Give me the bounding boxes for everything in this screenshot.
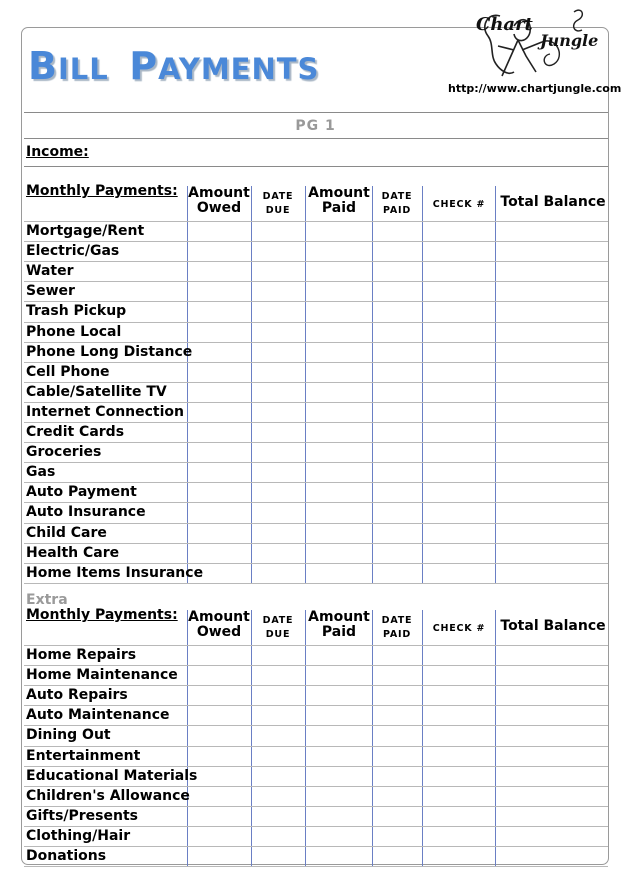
date-paid-header: DATE PAID <box>381 191 413 216</box>
income-label: Income: <box>26 144 89 160</box>
column-divider <box>305 610 306 866</box>
amount-paid-header: Amount Paid <box>308 185 370 216</box>
extra-label: Extra <box>26 592 68 608</box>
row-divider <box>24 402 608 403</box>
row-divider <box>24 806 608 807</box>
row-label: Dining Out <box>26 727 111 744</box>
row-divider <box>24 241 608 242</box>
row-label: Home Items Insurance <box>26 564 204 581</box>
row-label: Internet Connection <box>26 403 184 420</box>
row-label: Donations <box>26 848 107 864</box>
header-divider <box>24 645 608 646</box>
row-label: Gifts/Presents <box>26 807 138 824</box>
row-label: Home Repairs <box>26 647 137 663</box>
check-number-header-2: CHECK # <box>432 623 486 634</box>
row-label: Phone Local <box>26 323 122 340</box>
row-divider <box>24 583 608 584</box>
row-label: Sewer <box>26 283 75 300</box>
row-divider <box>24 766 608 767</box>
row-label: Clothing/Hair <box>26 827 131 844</box>
row-divider <box>24 362 608 363</box>
column-divider <box>495 610 496 866</box>
row-divider <box>24 543 608 544</box>
date-paid-header-2: DATE PAID <box>381 615 413 640</box>
column-divider <box>422 610 423 866</box>
row-divider <box>24 846 608 847</box>
row-divider <box>24 746 608 747</box>
row-divider <box>24 685 608 686</box>
row-divider <box>24 665 608 666</box>
row-label: Health Care <box>26 544 120 561</box>
row-divider <box>24 826 608 827</box>
row-label: Trash Pickup <box>26 303 127 320</box>
row-label: Credit Cards <box>26 424 125 440</box>
divider <box>24 112 608 113</box>
row-divider <box>24 482 608 483</box>
row-label: Mortgage/Rent <box>26 223 145 239</box>
row-label: Groceries <box>26 444 102 461</box>
row-label: Auto Payment <box>26 484 137 501</box>
check-number-header: CHECK # <box>432 199 486 210</box>
row-divider <box>24 301 608 302</box>
row-divider <box>24 725 608 726</box>
svg-text:Chart: Chart <box>476 14 533 35</box>
row-label: Auto Insurance <box>26 504 146 521</box>
row-divider <box>24 705 608 706</box>
row-divider <box>24 866 608 867</box>
column-divider <box>251 610 252 866</box>
website-url: http://www.chartjungle.com <box>448 82 622 95</box>
row-label: Cable/Satellite TV <box>26 383 167 400</box>
row-divider <box>24 523 608 524</box>
column-divider <box>372 610 373 866</box>
row-divider <box>24 462 608 463</box>
amount-paid-header-2: Amount Paid <box>308 609 370 640</box>
row-label: Phone Long Distance <box>26 343 193 360</box>
row-divider <box>24 442 608 443</box>
row-divider <box>24 563 608 564</box>
total-balance-header: Total Balance <box>500 194 606 210</box>
row-label: Children's Allowance <box>26 787 190 804</box>
row-divider <box>24 786 608 787</box>
page-number: PG 1 <box>295 118 336 134</box>
row-divider <box>24 281 608 282</box>
date-due-header: DATE DUE <box>262 191 294 216</box>
amount-owed-header: Amount Owed <box>188 185 250 216</box>
monthly-payments-header-2: Monthly Payments: <box>26 607 178 623</box>
column-divider <box>187 610 188 866</box>
row-label: Gas <box>26 464 56 481</box>
date-due-header-2: DATE DUE <box>262 615 294 640</box>
row-divider <box>24 261 608 262</box>
row-label: Entertainment <box>26 747 141 764</box>
row-divider <box>24 382 608 383</box>
chartjungle-logo <box>470 6 610 84</box>
row-divider <box>24 502 608 503</box>
row-label: Home Maintenance <box>26 667 178 684</box>
header-divider <box>24 221 608 222</box>
row-label: Cell Phone <box>26 363 110 380</box>
row-label: Child Care <box>26 524 107 541</box>
row-label: Electric/Gas <box>26 243 120 260</box>
row-label: Auto Repairs <box>26 687 128 704</box>
row-divider <box>24 322 608 323</box>
page-title: BILL PAYMENTS <box>28 44 320 88</box>
monthly-payments-header: Monthly Payments: <box>26 183 178 199</box>
svg-text:Jungle: Jungle <box>540 31 599 50</box>
amount-owed-header-2: Amount Owed <box>188 609 250 640</box>
row-divider <box>24 342 608 343</box>
row-label: Auto Maintenance <box>26 707 170 724</box>
row-divider <box>24 422 608 423</box>
row-label: Educational Materials <box>26 767 198 784</box>
row-label: Water <box>26 263 74 280</box>
divider <box>24 166 608 167</box>
divider <box>24 138 608 139</box>
total-balance-header-2: Total Balance <box>500 618 606 634</box>
